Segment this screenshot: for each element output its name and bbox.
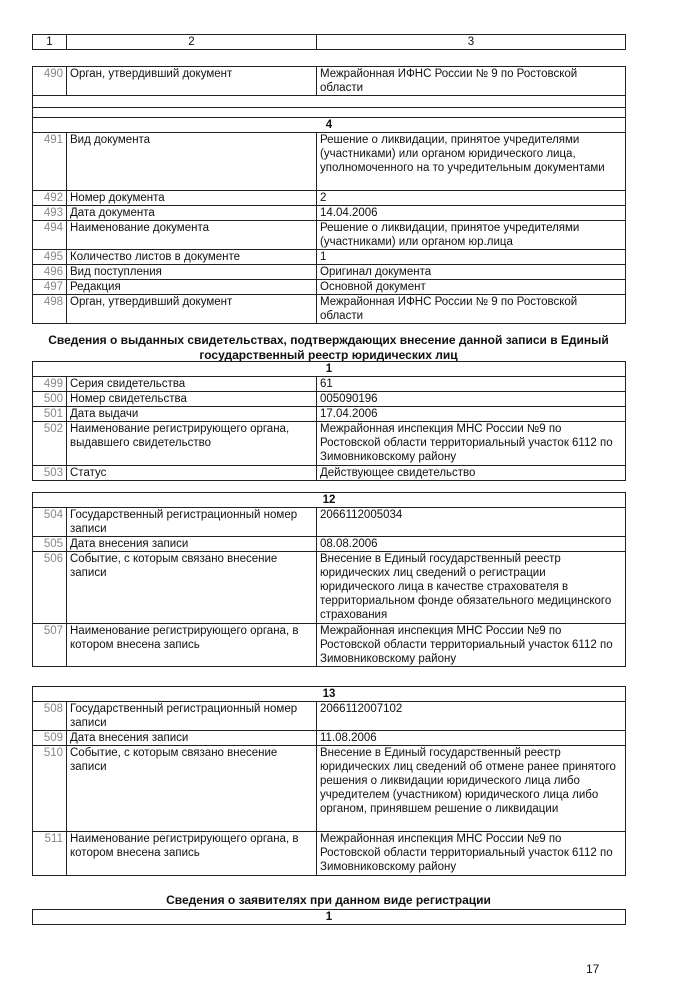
- section-number: 12: [33, 493, 626, 508]
- column-header-1: 1: [33, 35, 67, 50]
- table-row: [33, 295, 626, 324]
- row-number: 497: [33, 280, 67, 295]
- table-row: [33, 133, 626, 191]
- row-value: 14.04.2006: [317, 206, 626, 221]
- table-row: [33, 206, 626, 221]
- table-row: [33, 466, 626, 481]
- row-value: 2066112007102: [317, 702, 626, 731]
- section-header-row: [33, 493, 626, 508]
- table-row: [33, 552, 626, 624]
- row-label: Вид поступления: [67, 265, 317, 280]
- table-row: [33, 731, 626, 746]
- row-label: Вид документа: [67, 133, 317, 191]
- row-label: Государственный регистрационный номер записи: [67, 702, 317, 731]
- row-number: 510: [33, 746, 67, 832]
- row-value: 2: [317, 191, 626, 206]
- row-label: Государственный регистрационный номер записи: [67, 508, 317, 537]
- column-header-table: [32, 34, 626, 50]
- row-value: Межрайонная инспекция МНС России №9 по Ростовской области территориальный участок 6112 по Зимовниковскому району: [317, 624, 626, 667]
- certificates-table: [32, 361, 626, 481]
- row-number: 501: [33, 407, 67, 422]
- row-number: 496: [33, 265, 67, 280]
- table-row: [33, 67, 626, 96]
- row-value: Действующее свидетельство: [317, 466, 626, 481]
- row-value: Межрайонная инспекция МНС России №9 по Ростовской области территориальный участок 6112 по Зимовниковскому району: [317, 422, 626, 466]
- row-value: 1: [317, 250, 626, 265]
- row-number: 505: [33, 537, 67, 552]
- table-row: [33, 250, 626, 265]
- row-label: Дата документа: [67, 206, 317, 221]
- row-value: Решение о ликвидации, принятое учредителями (участниками) или органом юридического лица, уполномоченного на то учредительным документами: [317, 133, 626, 191]
- row-label: Наименование документа: [67, 221, 317, 250]
- row-number: 504: [33, 508, 67, 537]
- row-label: Дата внесения записи: [67, 537, 317, 552]
- row-label: Орган, утвердивший документ: [67, 295, 317, 324]
- table-row: [33, 221, 626, 250]
- row-number: 490: [33, 67, 67, 96]
- row-number: 492: [33, 191, 67, 206]
- row-label: Событие, с которым связано внесение записи: [67, 746, 317, 832]
- table-row: [33, 377, 626, 392]
- registration-table-a: [32, 66, 626, 324]
- row-value: 61: [317, 377, 626, 392]
- row-label: Номер документа: [67, 191, 317, 206]
- registration-entry-table-12: [32, 492, 626, 667]
- row-number: 502: [33, 422, 67, 466]
- table-row: [33, 265, 626, 280]
- row-number: 508: [33, 702, 67, 731]
- row-number: 494: [33, 221, 67, 250]
- row-number: 491: [33, 133, 67, 191]
- row-label: Редакция: [67, 280, 317, 295]
- applicants-table: [32, 909, 626, 925]
- table-row: [33, 508, 626, 537]
- row-label: Орган, утвердивший документ: [67, 67, 317, 96]
- row-value: Внесение в Единый государственный реестр юридических лиц сведений о регистрации юридического лица в качестве страхователя в территориальном фонде обязательного медицинского страхования: [317, 552, 626, 624]
- row-value: Внесение в Единый государственный реестр юридических лиц сведений об отмене ранее принятого решения о ликвидации юридического лица либо учредителем (участником) юридического лица либо органом, принявшем решение о ликвидации: [317, 746, 626, 832]
- table-row: [33, 392, 626, 407]
- row-value: Межрайонная ИФНС России № 9 по Ростовской области: [317, 67, 626, 96]
- table-row: [33, 407, 626, 422]
- row-label: Наименование регистрирующего органа, в котором внесена запись: [67, 624, 317, 667]
- row-label: Дата внесения записи: [67, 731, 317, 746]
- row-value: 17.04.2006: [317, 407, 626, 422]
- page-number: 17: [586, 962, 600, 976]
- row-number: 493: [33, 206, 67, 221]
- row-number: 500: [33, 392, 67, 407]
- row-number: 506: [33, 552, 67, 624]
- column-header-2: 2: [67, 35, 317, 50]
- row-number: 495: [33, 250, 67, 265]
- section-header-row: [33, 362, 626, 377]
- certificates-heading: Сведения о выданных свидетельствах, подтверждающих внесение данной записи в Единый государственный реестр юридических лиц: [48, 333, 609, 362]
- table-row: [33, 537, 626, 552]
- registration-entry-table-13: [32, 686, 626, 876]
- table-row: [33, 191, 626, 206]
- spacer-row: [33, 96, 626, 108]
- spacer-row: [33, 108, 626, 118]
- row-value: Оригинал документа: [317, 265, 626, 280]
- applicants-heading: Сведения о заявителях при данном виде регистрации: [166, 893, 491, 907]
- table-row: [33, 422, 626, 466]
- section-number: 1: [33, 362, 626, 377]
- row-label: Наименование регистрирующего органа, выдавшего свидетельство: [67, 422, 317, 466]
- row-value: Межрайонная инспекция МНС России №9 по Ростовской области территориальный участок 6112 по Зимовниковскому району: [317, 832, 626, 876]
- row-value: 2066112005034: [317, 508, 626, 537]
- row-label: Серия свидетельства: [67, 377, 317, 392]
- section-number: 4: [33, 118, 626, 133]
- row-label: Количество листов в документе: [67, 250, 317, 265]
- section-number: 13: [33, 687, 626, 702]
- row-label: Событие, с которым связано внесение записи: [67, 552, 317, 624]
- row-value: Решение о ликвидации, принятое учредителями (участниками) или органом юр.лица: [317, 221, 626, 250]
- row-number: 503: [33, 466, 67, 481]
- section-header-row: [33, 687, 626, 702]
- section-number: 1: [33, 910, 626, 925]
- row-label: Наименование регистрирующего органа, в котором внесена запись: [67, 832, 317, 876]
- row-value: Основной документ: [317, 280, 626, 295]
- row-value: Межрайонная ИФНС России № 9 по Ростовской области: [317, 295, 626, 324]
- table-row: [33, 280, 626, 295]
- row-value: 08.08.2006: [317, 537, 626, 552]
- row-label: Номер свидетельства: [67, 392, 317, 407]
- row-label: Дата выдачи: [67, 407, 317, 422]
- section-header-row: [33, 118, 626, 133]
- table-row: [33, 702, 626, 731]
- row-label: Статус: [67, 466, 317, 481]
- row-number: 511: [33, 832, 67, 876]
- row-number: 498: [33, 295, 67, 324]
- table-row: [33, 746, 626, 832]
- section-header-row: [33, 910, 626, 925]
- table-row: [33, 624, 626, 667]
- row-number: 499: [33, 377, 67, 392]
- column-header-3: 3: [317, 35, 626, 50]
- row-value: 005090196: [317, 392, 626, 407]
- row-value: 11.08.2006: [317, 731, 626, 746]
- table-row: [33, 832, 626, 876]
- row-number: 507: [33, 624, 67, 667]
- row-number: 509: [33, 731, 67, 746]
